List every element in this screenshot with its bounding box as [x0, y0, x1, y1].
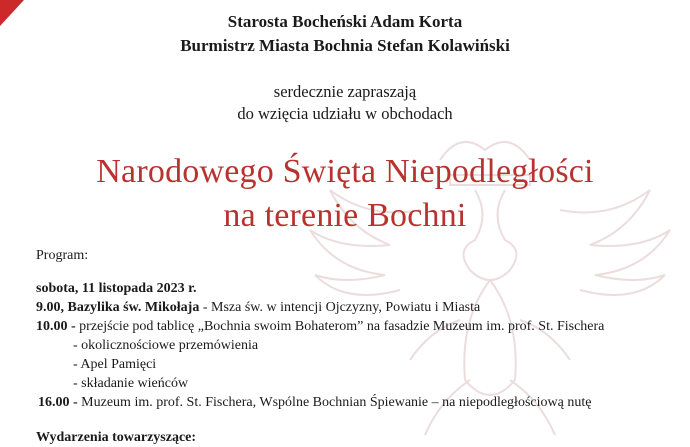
program-item-1: [36, 298, 480, 317]
program-subitem-3: - składanie wieńców: [73, 376, 189, 391]
program-date: sobota, 11 listopada 2023 r.: [36, 281, 197, 296]
title-line-1: Narodowego Święta Niepodległości: [96, 153, 594, 190]
program-item-2-text: przejście pod tablicę „Bochnia swoim Bohaterom” na fasadzie Muzeum im. prof. St. Fischera: [75, 319, 605, 334]
program-subitem-2: - Apel Pamięci: [73, 357, 157, 372]
program-heading: Program:: [36, 248, 89, 263]
program-subitem-1: - okolicznościowe przemówienia: [73, 338, 259, 353]
program-item-2: [36, 317, 604, 336]
program-item-1-text: - Msza św. w intencji Ojczyzny, Powiatu i Miasta: [199, 300, 481, 315]
program-item-3-time: 16.00 -: [38, 395, 78, 410]
title-line-2: na terenie Bochni: [223, 197, 467, 234]
inviter-starosta: Starosta Bocheński Adam Korta: [227, 12, 463, 31]
program-item-2-time: 10.00 -: [36, 319, 76, 334]
program-item-3: [38, 393, 591, 412]
events-heading: Wydarzenia towarzyszące:: [36, 430, 197, 445]
program-item-3-text: Muzeum im. prof. St. Fischera, Wspólne Bochnian Śpiewanie – na niepodległościową nutę: [77, 395, 592, 410]
invitation-line-2: do wzięcia udziału w obchodach: [237, 104, 453, 123]
invitation-line-1: serdecznie zapraszają: [273, 82, 417, 101]
program-item-1-time: 9.00, Bazylika św. Mikołaja: [36, 300, 200, 315]
inviter-burmistrz: Burmistrz Miasta Bochnia Stefan Kolawiński: [180, 36, 510, 55]
